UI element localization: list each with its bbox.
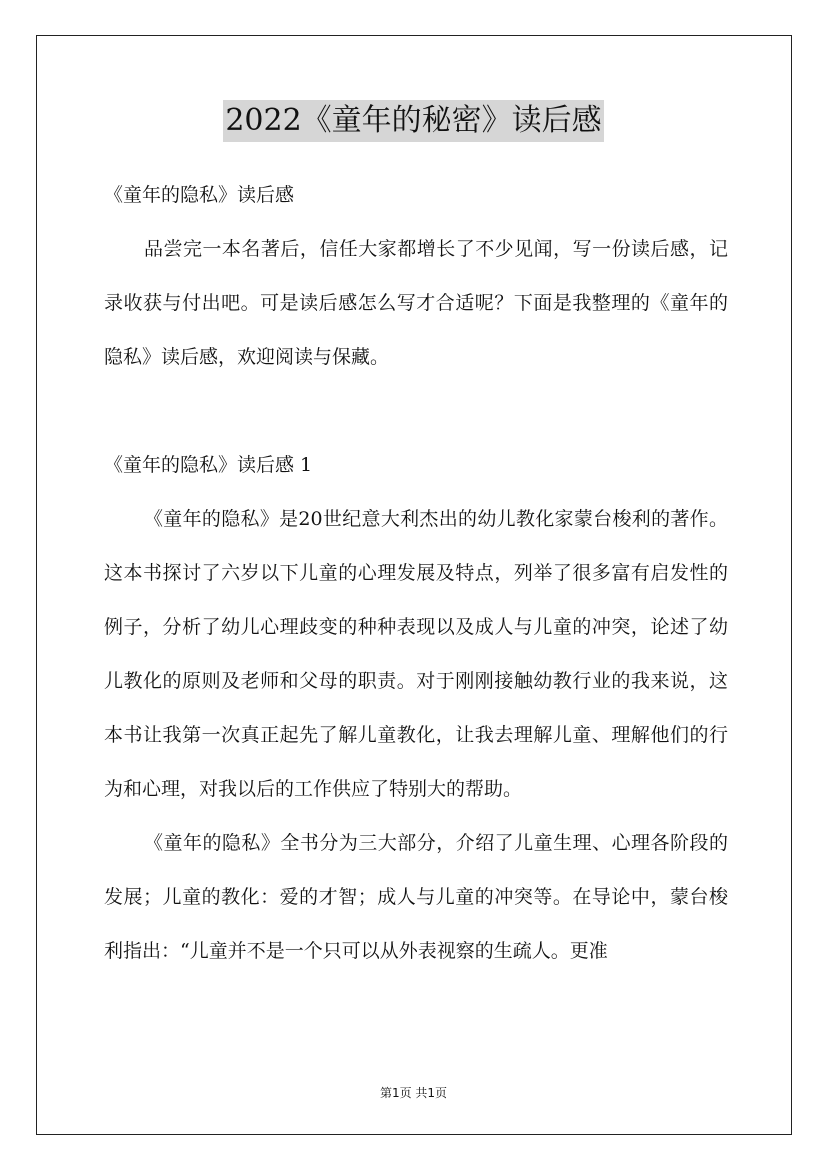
intro-paragraph: 品尝完一本名著后，信任大家都增长了不少见闻，写一份读后感，记录收获与付出吧。可是读后感怎么写才合适呢？下面是我整理的《童年的隐私》读后感，欢迎阅读与保藏。	[104, 238, 728, 368]
document-body	[104, 168, 728, 978]
body-paragraph-2: 《童年的隐私》全书分为三大部分，介绍了儿童生理、心理各阶段的发展；儿童的教化：爱的才智；成人与儿童的冲突等。在导论中，蒙台梭利指出：“儿童并不是一个只可以从外表视察的生疏人。更准	[104, 832, 728, 962]
body-paragraph-1: 《童年的隐私》是20世纪意大利杰出的幼儿教化家蒙台梭利的著作。这本书探讨了六岁以下儿童的心理发展及特点，列举了很多富有启发性的例子，分析了幼儿心理歧变的种种表现以及成人与儿童的冲突，论述了幼儿教化的原则及老师和父母的职责。对于刚刚接触幼教行业的我来说，这本书让我第一次真正起先了解儿童教化，让我去理解儿童、理解他们的行为和心理，对我以后的工作供应了特别大的帮助。	[104, 508, 728, 800]
intro-heading: 《童年的隐私》读后感	[104, 184, 295, 206]
document-title: 2022《童年的秘密》读后感	[223, 100, 603, 142]
page-footer: 第1页 共1页	[379, 1086, 448, 1100]
paragraph-gap	[104, 384, 728, 438]
section-heading: 《童年的隐私》读后感 1	[104, 454, 313, 476]
title-container	[0, 100, 827, 142]
